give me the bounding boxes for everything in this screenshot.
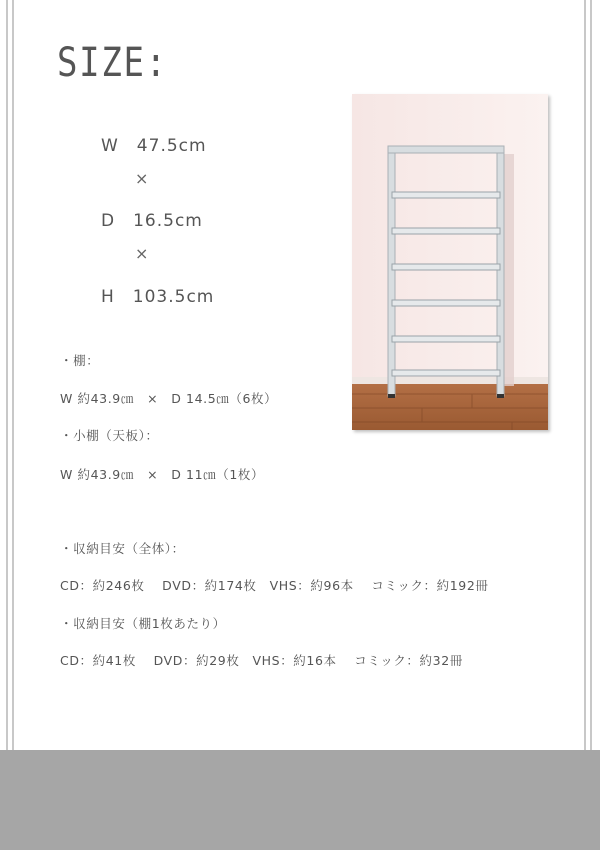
shelf-size: W 約43.9㎝ × D 14.5㎝（6枚） — [60, 391, 278, 406]
shelf-label: ・棚： — [60, 353, 100, 368]
dimension-times-2: × — [135, 244, 149, 263]
capacity-total: CD：約246枚 DVD：約174枚 VHS：約96本 コミック：約192冊 — [60, 578, 489, 593]
left-border-inner — [12, 0, 14, 750]
capacity-total-label: ・収納目安（全体）： — [60, 541, 185, 556]
bottom-gray-panel — [0, 750, 600, 850]
dimension-depth: D 16.5cm — [101, 211, 203, 231]
left-border-outer — [6, 0, 8, 750]
capacity-per-shelf-label: ・収納目安（棚1枚あたり） — [60, 616, 226, 631]
dimension-height: H 103.5cm — [101, 287, 215, 307]
right-border-inner — [584, 0, 586, 750]
floor — [352, 384, 548, 430]
baseboard — [352, 377, 548, 384]
right-border-outer — [590, 0, 592, 750]
rack-shadow — [504, 154, 514, 386]
dimension-width: W 47.5cm — [101, 136, 207, 156]
product-photo — [352, 94, 548, 430]
dimension-times-1: × — [135, 169, 149, 188]
capacity-per-shelf: CD：約41枚 DVD：約29枚 VHS：約16本 コミック：約32冊 — [60, 653, 463, 668]
page-title: SIZE: — [57, 40, 168, 86]
top-shelf-size: W 約43.9㎝ × D 11㎝（1枚） — [60, 467, 265, 482]
top-shelf-label: ・小棚（天板）： — [60, 428, 159, 443]
